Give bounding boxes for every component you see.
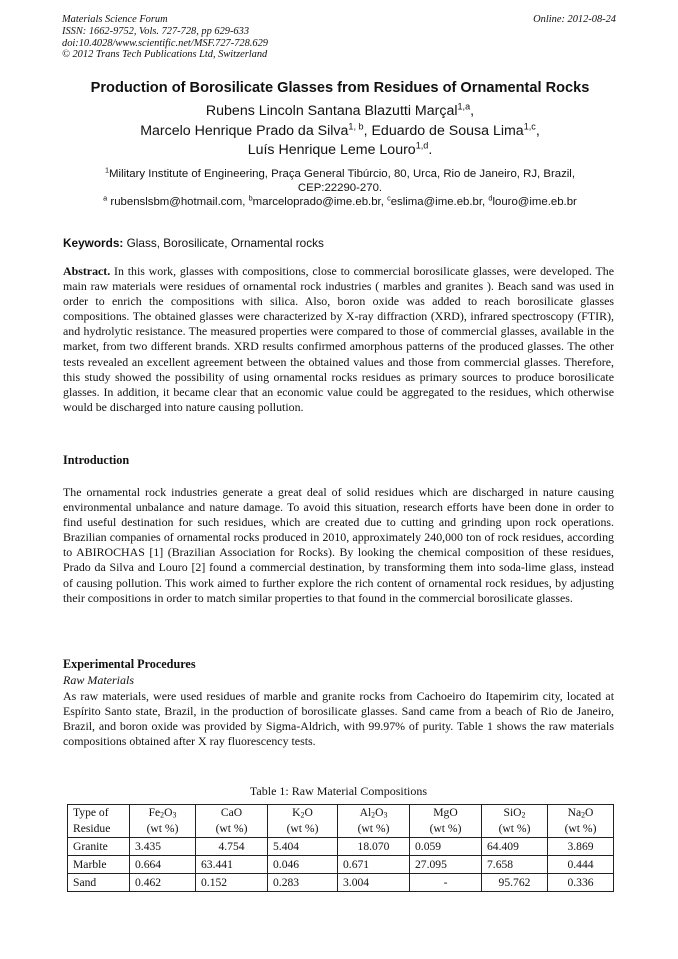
table-cell: 7.658: [482, 856, 548, 874]
email-link[interactable]: louro@ime.eb.br: [492, 196, 577, 209]
unit-cell: (wt %): [482, 821, 548, 838]
table-unit-row: [68, 821, 614, 838]
affiliation-line: $^1$Military Institute of Engineering, Praça General Tibúrcio, 80, Urca, Rio de Janeiro, RJ, Brazil,: [104, 165, 576, 180]
affiliation-postcode: CEP:22290-270.: [297, 182, 383, 195]
table-cell: 3.435: [130, 838, 196, 856]
row-label: Sand: [68, 874, 130, 892]
table-cell: 0.046: [268, 856, 338, 874]
unit-cell: (wt %): [268, 821, 338, 838]
journal-header: [62, 14, 616, 61]
introduction-paragraph: The ornamental rock industries generate a great deal of solid residues which are discharged in nature causing environmental unbalance and nature damage. To avoid this situation, research efforts have been done in order to find useful destination for such residues, which are created due to cutting and grinding upon rock operations. Brazilian companies of ornamental rocks produced in 2010, approximately 240,000 ton of rock residues, according to ABIROCHAS [1] (Brazilian Association for Rocks). By looking the chemical composition of these residues, Prado da Silva and Louro [2] found a commercial destination, by transforming them into soda-lime glass, instead of causing pollution. This work aimed to further explore the rich content of ornamental rock residues, by adjusting their compositions in order to match similar properties to that found in the commercial borosilicate glasses.: [63, 485, 614, 605]
author-line-3: Luís Henrique Leme Louro$^{1,d}$.: [247, 140, 433, 158]
abstract-text: In this work, glasses with compositions, close to commercial borosilicate glasses, were developed. The main raw materials were residues of ornamental rock industries ( marbles and granites ). Beach sand was used in order to enrich the compositions with silica. Also, boron oxide was added to reach borosilicate glasses compositions. The obtained glasses were characterized by X-ray diffraction (XRD), infrared spectroscopy (FTIR), and hydrolytic resistance. The measured properties were compared to those of commercial glasses, available in the market, from two different brands. XRD results confirmed amorphous patterns of the produced glasses. The other tests revealed an excellent agreement between the obtained values and those from commercial glasses. Therefore, this study showed the possibility of using ornamental rocks residues as primary sources to produce borosilicate glasses. In addition, it became clear that an economic value could be aggregated to the residues, which otherwise would be discharged into nature causing pollution.: [63, 264, 614, 414]
author-name: Luís Henrique Leme Louro: [247, 142, 416, 158]
unit-cell: (wt %): [548, 821, 614, 838]
keywords-text: Glass, Borosilicate, Ornamental rocks: [126, 236, 324, 250]
table-caption: Table 1: Raw Material Compositions: [249, 784, 428, 798]
author-affiliation-marker: 1,c: [523, 120, 536, 131]
online-date: Online: 2012-08-24: [533, 14, 616, 25]
header-cell: Type of: [68, 805, 130, 822]
raw-materials-subheading: Raw Materials: [63, 673, 134, 687]
raw-materials-paragraph: As raw materials, were used residues of marble and granite rocks from Cachoeiro do Itapemirim city, located at Espírito Santo state, Brazil, in the production of borosilicate glasses. Sand came from a beach of Rio de Janeiro, Brazil, and boron oxide was provided by Sigma-Aldrich, with 99.97% of purity. Table 1 shows the raw materials compositions obtained after X ray fluorescency tests.: [63, 689, 614, 749]
author-name: Marcelo Henrique Prado da Silva: [140, 122, 349, 139]
author-list: [40, 102, 640, 161]
keywords-line: [63, 236, 324, 250]
header-cell: $Na_2O$: [548, 805, 614, 822]
header-cell: $Fe_2O_3$: [130, 805, 196, 822]
email-line: $^a$ rubenslsbm@hotmail.com, $^b$marceloprado@ime.eb.br, $^c$eslima@ime.eb.br, $^d$louro@ime.eb.br: [103, 193, 577, 209]
abstract-paragraph: [63, 264, 614, 415]
table-cell: 5.404: [268, 838, 338, 856]
email-link[interactable]: marceloprado@ime.eb.br: [252, 196, 381, 209]
table-row: [68, 856, 614, 874]
author-line-2: Marcelo Henrique Prado da Silva$^{1, b}$, Eduardo de Sousa Lima$^{1,c}$,: [140, 120, 540, 139]
header-cell: $K_2O$: [268, 805, 338, 822]
table-cell: 63.441: [196, 856, 268, 874]
raw-materials-table: [67, 804, 614, 892]
author-name: Rubens Lincoln Santana Blazutti Marçal: [205, 103, 458, 119]
table-cell: 0.283: [268, 874, 338, 892]
introduction-heading: Introduction: [63, 453, 130, 467]
table-cell: 27.095: [410, 856, 482, 874]
author-line-1: Rubens Lincoln Santana Blazutti Marçal$^{1,a}$,: [205, 101, 475, 119]
issn-line: ISSN: 1662-9752, Vols. 727-728, pp 629-633: [62, 25, 250, 37]
table-row: [68, 874, 614, 892]
table-row: [68, 838, 614, 856]
table-cell: 64.409: [482, 838, 548, 856]
header-cell: CaO: [196, 805, 268, 822]
header-cell: $Al_2O_3$: [338, 805, 410, 822]
unit-cell: (wt %): [196, 821, 268, 838]
unit-cell: (wt %): [410, 821, 482, 838]
table-cell: 95.762: [482, 874, 548, 892]
journal-name: Materials Science Forum: [62, 14, 168, 25]
experimental-heading: Experimental Procedures: [63, 657, 196, 671]
table-cell: -: [410, 874, 482, 892]
doi-line: doi:10.4028/www.scientific.net/MSF.727-728.629: [62, 37, 268, 49]
email-link[interactable]: rubenslsbm@hotmail.com: [110, 196, 243, 209]
table-cell: 0.462: [130, 874, 196, 892]
table-cell: 0.671: [338, 856, 410, 874]
header-cell: MgO: [410, 805, 482, 822]
email-link[interactable]: eslima@ime.eb.br: [390, 196, 483, 209]
table-cell: 0.059: [410, 838, 482, 856]
table-cell: 0.664: [130, 856, 196, 874]
table-cell: 18.070: [338, 838, 410, 856]
table-cell: 0.152: [196, 874, 268, 892]
table-cell: 3.004: [338, 874, 410, 892]
row-label: Marble: [68, 856, 130, 874]
unit-cell: (wt %): [130, 821, 196, 838]
header-cell: SiO$_2$: [482, 805, 548, 822]
unit-cell: (wt %): [338, 821, 410, 838]
header-cell: Residue: [68, 821, 130, 838]
affiliation-block: [40, 167, 640, 210]
table-cell: 0.444: [548, 856, 614, 874]
table-cell: 0.336: [548, 874, 614, 892]
keywords-label: Keywords:: [63, 236, 124, 250]
copyright-line: © 2012 Trans Tech Publications Ltd, Switzerland: [62, 49, 268, 61]
table-header-row: [68, 805, 614, 822]
paper-title: Production of Borosilicate Glasses from Residues of Ornamental Rocks: [90, 80, 590, 96]
author-affiliation-marker: 1,a: [457, 101, 471, 112]
abstract-label: Abstract.: [63, 264, 111, 278]
author-name: Eduardo de Sousa Lima: [371, 122, 524, 139]
row-label: Granite: [68, 838, 130, 856]
author-affiliation-marker: 1,d: [415, 140, 429, 151]
author-affiliation-marker: 1, b: [348, 120, 364, 131]
table-cell: 3.869: [548, 838, 614, 856]
table-cell: 4.754: [196, 838, 268, 856]
